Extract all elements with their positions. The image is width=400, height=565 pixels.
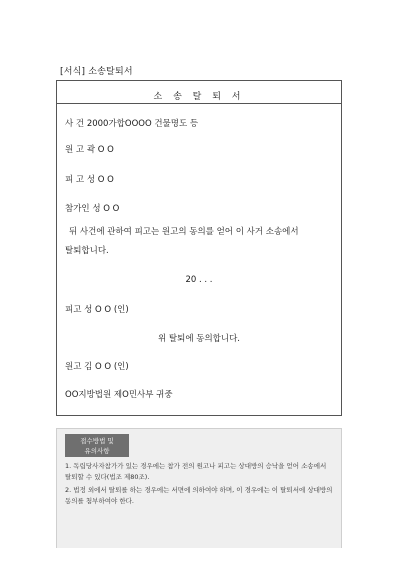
notes-badge <box>65 434 129 457</box>
notes-badge-line1: 접수방법 및 <box>80 437 114 445</box>
intervenor-line: 참가인 성 O O <box>65 204 120 214</box>
defendant-line: 피 고 성 O O <box>65 175 114 185</box>
note-item: 1. 독립당사자참가가 있는 경우에는 참가 전의 원고나 피고는 상대방의 승낙을 얻어 소송에서 탈퇴할 수 있다(법조 제80조). <box>65 462 327 481</box>
withdrawal-statement: 뒤 사건에 관하여 피고는 원고의 동의를 얻어 이 사거 소송에서 탈퇴합니다. <box>65 227 299 256</box>
date-line: 20 . . . <box>185 275 213 285</box>
document-title: 소 송 탈 퇴 서 <box>153 92 245 102</box>
form-tag: [서식] 소송탈퇴서 <box>60 67 133 77</box>
title-divider <box>57 103 341 104</box>
signer-line: 피고 성 O O (인) <box>65 305 129 315</box>
plaintiff-line: 원 고 곽 O O <box>65 145 114 155</box>
consenter-line: 원고 김 O O (인) <box>65 362 129 372</box>
notes-box <box>56 428 342 548</box>
case-line: 사 건 2000가합OOOO 건물명도 등 <box>65 119 199 129</box>
document-box <box>56 80 342 416</box>
consent-line: 위 탈퇴에 동의합니다. <box>157 334 240 344</box>
court-line: OO지방법원 제O민사부 귀중 <box>65 390 173 400</box>
note-item: 2. 법정 외에서 탈퇴를 하는 경우에는 서면에 의하여야 하며, 이 경우에는 이 탈퇴서에 상대방의 동의를 첨부하여야 한다. <box>65 486 333 505</box>
notes-badge-line2: 유의사항 <box>84 447 110 455</box>
